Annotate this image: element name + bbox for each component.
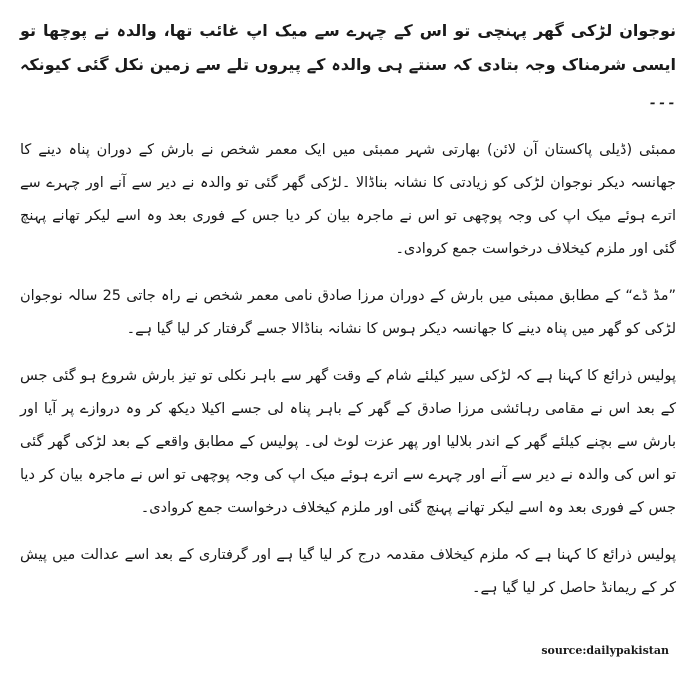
article-paragraph-3: پولیس ذرائع کا کہنا ہے کہ لڑکی سیر کیلئے شام کے وقت گھر سے باہر نکلی تو تیز بارش شروع ہو گئی جس کے بعد اس نے مقامی رہائشی مرزا صادق کے گھر کے باہر پناہ لی جسے اکیلا دیکھ کر وہ دروازے پر آیا اور بارش سے بچنے کیلئے گھر کے اندر بلالیا اور پھر عزت لوٹ لی۔ پولیس کے مطابق واقعے کے بعد لڑکی گھر گئی تو اس کی والدہ نے دیر سے آنے اور چہرے سے اترے ہوئے میک اپ کی وجہ پوچھی تو اس نے ماجرہ بیان کر دیا جس کے فوری بعد وہ اسے لیکر تھانے پہنچ گئی اور ملزم کیخلاف درخواست جمع کروادی۔	[20, 368, 676, 516]
source-credit: source:dailypakistan	[541, 644, 669, 657]
article-body	[20, 14, 676, 619]
article-paragraph-4: پولیس ذرائع کا کہنا ہے کہ ملزم کیخلاف مقدمہ درج کر لیا گیا ہے اور گرفتاری کے بعد اسے عدالت میں پیش کر کے ریمانڈ حاصل کر لیا گیا ہے۔	[20, 547, 676, 596]
article-headline: نوجوان لڑکی گھر پہنچی تو اس کے چہرے سے میک اپ غائب تھا، والدہ نے پوچھا تو ایسی شرمناک وجہ بتادی کہ سنتے ہی والدہ کے پیروں تلے سے زمین نکل گئی کیونکہ ۔۔۔	[20, 21, 676, 108]
article-paragraph-2: ”مڈ ڈے“ کے مطابق ممبئی میں بارش کے دوران مرزا صادق نامی معمر شخص نے راہ جاتی 25 سالہ نوجوان لڑکی کو گھر میں پناہ دینے کا جھانسہ دیکر ہوس کا نشانہ بناڈالا جسے گرفتار کر لیا گیا ہے۔	[20, 288, 677, 337]
article-paragraph-1: ممبئی (ڈیلی پاکستان آن لائن) بھارتی شہر ممبئی میں ایک معمر شخص نے بارش کے دوران پناہ دینے کا جھانسہ دیکر نوجوان لڑکی کو زیادتی کا نشانہ بناڈالا ۔لڑکی گھر گئی تو والدہ نے دیر سے آنے اور چہرے سے اترے ہوئے میک اپ کی وجہ پوچھی تو اس نے ماجرہ بیان کر دیا جس کے فوری بعد وہ اسے لیکر تھانے پہنچ گئی اور ملزم کیخلاف درخواست جمع کروادی۔	[20, 142, 676, 257]
